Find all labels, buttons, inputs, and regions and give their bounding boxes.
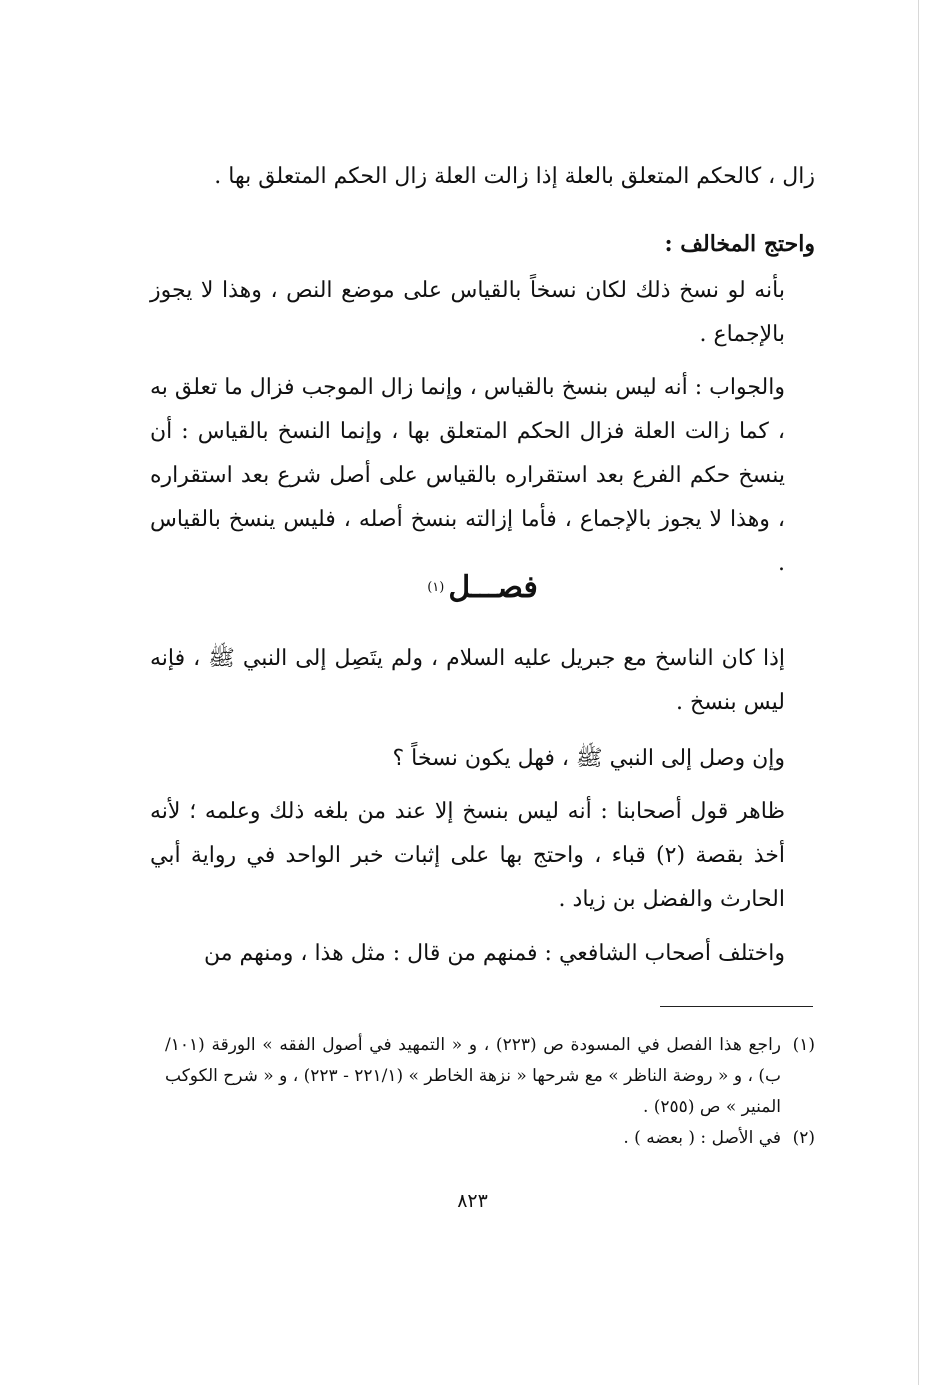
footnote-1 [165, 1030, 815, 1123]
footnote-number: (١) [792, 1035, 815, 1055]
section-title-text: فصـــل [448, 570, 538, 605]
page-edge-line [918, 0, 919, 1385]
footnote-divider [660, 1006, 813, 1007]
paragraph-question: وإن وصل إلى النبي ﷺ ، فهل يكون نسخاً ؟ [392, 746, 785, 771]
footnote-text: راجع هذا الفصل في المسودة ص (٢٢٣) ، و « التمهيد في أصول الفقه » الورقة (١٠١/ب) ، و « روضة الناظر » مع شرحها « نزهة الخاطر » (٢٢١/١ - ٢٢٣) ، و « شرح الكوكب المنير » ص (٢٥٥) . [165, 1035, 781, 1117]
footnote-text: في الأصل : ( بعضه ) . [623, 1128, 781, 1148]
paragraph-opponent-argument: بأنه لو نسخ ذلك لكان نسخاً بالقياس على موضع النص ، وهذا لا يجوز بالإجماع . [150, 278, 785, 347]
heading-opponent-argument: واحتج المخالف : [664, 231, 815, 257]
section-footnote-marker: (١) [427, 580, 445, 595]
footnote-number: (٢) [792, 1128, 815, 1148]
page-number: ٨٢٣ [457, 1190, 488, 1212]
section-title [150, 566, 815, 610]
paragraph-shafii-disagreement: واختلف أصحاب الشافعي : فمنهم من قال : مثل هذا ، ومنهم من [204, 941, 785, 966]
paragraph-companions-view: ظاهر قول أصحابنا : أنه ليس بنسخ إلا عند من بلغه ذلك وعلمه ؛ لأنه أخذ بقصة (٢) قباء ، واحتج بها على إثبات خبر الواحد في رواية أبي الحارث والفضل بن زياد . [150, 799, 786, 912]
paragraph-continuation: زال ، كالحكم المتعلق بالعلة إذا زالت العلة زال الحكم المتعلق بها . [214, 164, 815, 189]
footnotes [165, 1030, 815, 1154]
paragraph-answer: والجواب : أنه ليس بنسخ بالقياس ، وإنما زال الموجب فزال ما تعلق به ، كما زالت العلة فزال الحكم المتعلق بها ، وإنما النسخ بالقياس : أن ينسخ حكم الفرع بعد استقراره بالقياس على أصل شرع بعد استقراره ، وهذا لا يجوز بالإجماع ، فأما إزالته بنسخ أصله ، فليس ينسخ بالقياس . [150, 375, 785, 576]
paragraph-abrogator-with-gabriel: إذا كان الناسخ مع جبريل عليه السلام ، ولم يتَصِل إلى النبي ﷺ ، فإنه ليس بنسخ . [150, 646, 785, 715]
footnote-2 [165, 1123, 815, 1154]
